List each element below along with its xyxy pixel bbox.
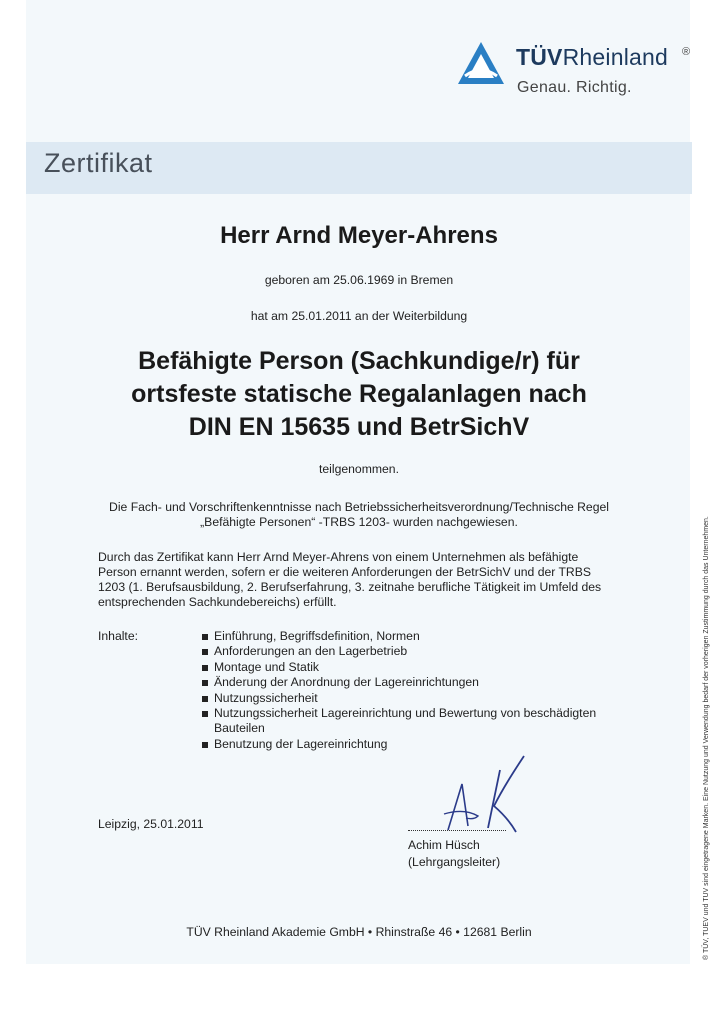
bullet-square-icon [202,634,208,640]
recipient-name: Herr Arnd Meyer-Ahrens [220,222,498,249]
title-band [26,142,692,194]
bullet-square-icon [202,696,208,702]
participated-line: teilgenommen. [319,462,399,476]
list-item-text: Anforderungen an den Lagerbetrieb [214,644,408,659]
list-item [202,706,632,737]
list-item [202,691,632,706]
footer-address: TÜV Rheinland Akademie GmbH • Rhinstraße 46 • 12681 Berlin [186,925,532,939]
qualification-paragraph [98,550,658,610]
signer-block [408,837,500,871]
proof-statement [26,500,692,530]
paragraph-line: entsprechenden Sachkundebereichs) erfüllt. [98,595,337,609]
course-title-line: Befähigte Person (Sachkundige/r) für [138,347,580,375]
list-item-text: Montage und Statik [214,659,320,674]
logo-slogan: Genau. Richtig. [517,79,632,96]
list-item-text: Änderung der Anordnung der Lagereinrichtungen [214,675,479,690]
paragraph-line: Durch das Zertifikat kann Herr Arnd Meyer-Ahrens von einem Unternehmen als befähigte [98,550,579,564]
list-item [202,675,632,690]
paragraph-line: 1203 (1. Berufsausbildung, 2. Berufserfahrung, 3. zeitnahe berufliche Tätigkeit im Umfeld des [98,580,602,594]
signer-name: Achim Hüsch [408,838,480,852]
proof-line: Die Fach- und Vorschriftenkenntnisse nach Betriebssicherheitsverordnung/Technische Regel [109,500,609,514]
signature-image [404,752,534,834]
proof-line: „Befähigte Personen“ -TRBS 1203- wurden nachgewiesen. [200,515,518,529]
certificate-title: Zertifikat [44,148,153,178]
course-title-line: DIN EN 15635 und BetrSichV [188,413,530,441]
paragraph-line: Person ernannt werden, sofern er die weiteren Anforderungen der BetrSichV und der TRBS [98,565,591,579]
logo-brand-bold: TÜV [516,44,563,70]
bullet-square-icon [202,649,208,655]
trademark-note: ® TÜV, TUEV und TUV sind eingetragene Marken. Eine Nutzung und Verwendung bedarf der vorherigen Zustimmung durch das Unternehmen. [703,516,710,960]
list-item-text: Nutzungssicherheit Lagereinrichtung und Bewertung von beschädigten Bauteilen [214,706,597,736]
tuv-triangle-icon [456,40,506,86]
tuv-rheinland-logo [456,40,696,102]
course-title [26,345,692,444]
place-date: Leipzig, 25.01.2011 [98,817,204,831]
list-item [202,737,632,752]
bullet-square-icon [202,665,208,671]
list-item-text: Nutzungssicherheit [214,690,318,705]
list-item [202,644,632,659]
signature-line [408,830,506,831]
list-item-text: Einführung, Begriffsdefinition, Normen [214,629,420,643]
list-item [202,660,632,675]
signer-role: (Lehrgangsleiter) [408,855,501,869]
logo-brand [516,44,668,71]
birth-line: geboren am 25.06.1969 in Bremen [264,273,454,287]
course-title-line: ortsfeste statische Regalanlagen nach [131,380,587,408]
bullet-square-icon [202,742,208,748]
training-date-line: hat am 25.01.2011 an der Weiterbildung [250,309,468,323]
logo-brand-rest: Rheinland [562,44,668,70]
list-item [202,629,632,644]
bullet-square-icon [202,711,208,717]
bullet-square-icon [202,680,208,686]
contents-list [202,629,632,752]
contents-label: Inhalte: [98,629,138,643]
list-item-text: Benutzung der Lagereinrichtung [214,736,388,751]
logo-registered-mark: ® [682,46,691,58]
